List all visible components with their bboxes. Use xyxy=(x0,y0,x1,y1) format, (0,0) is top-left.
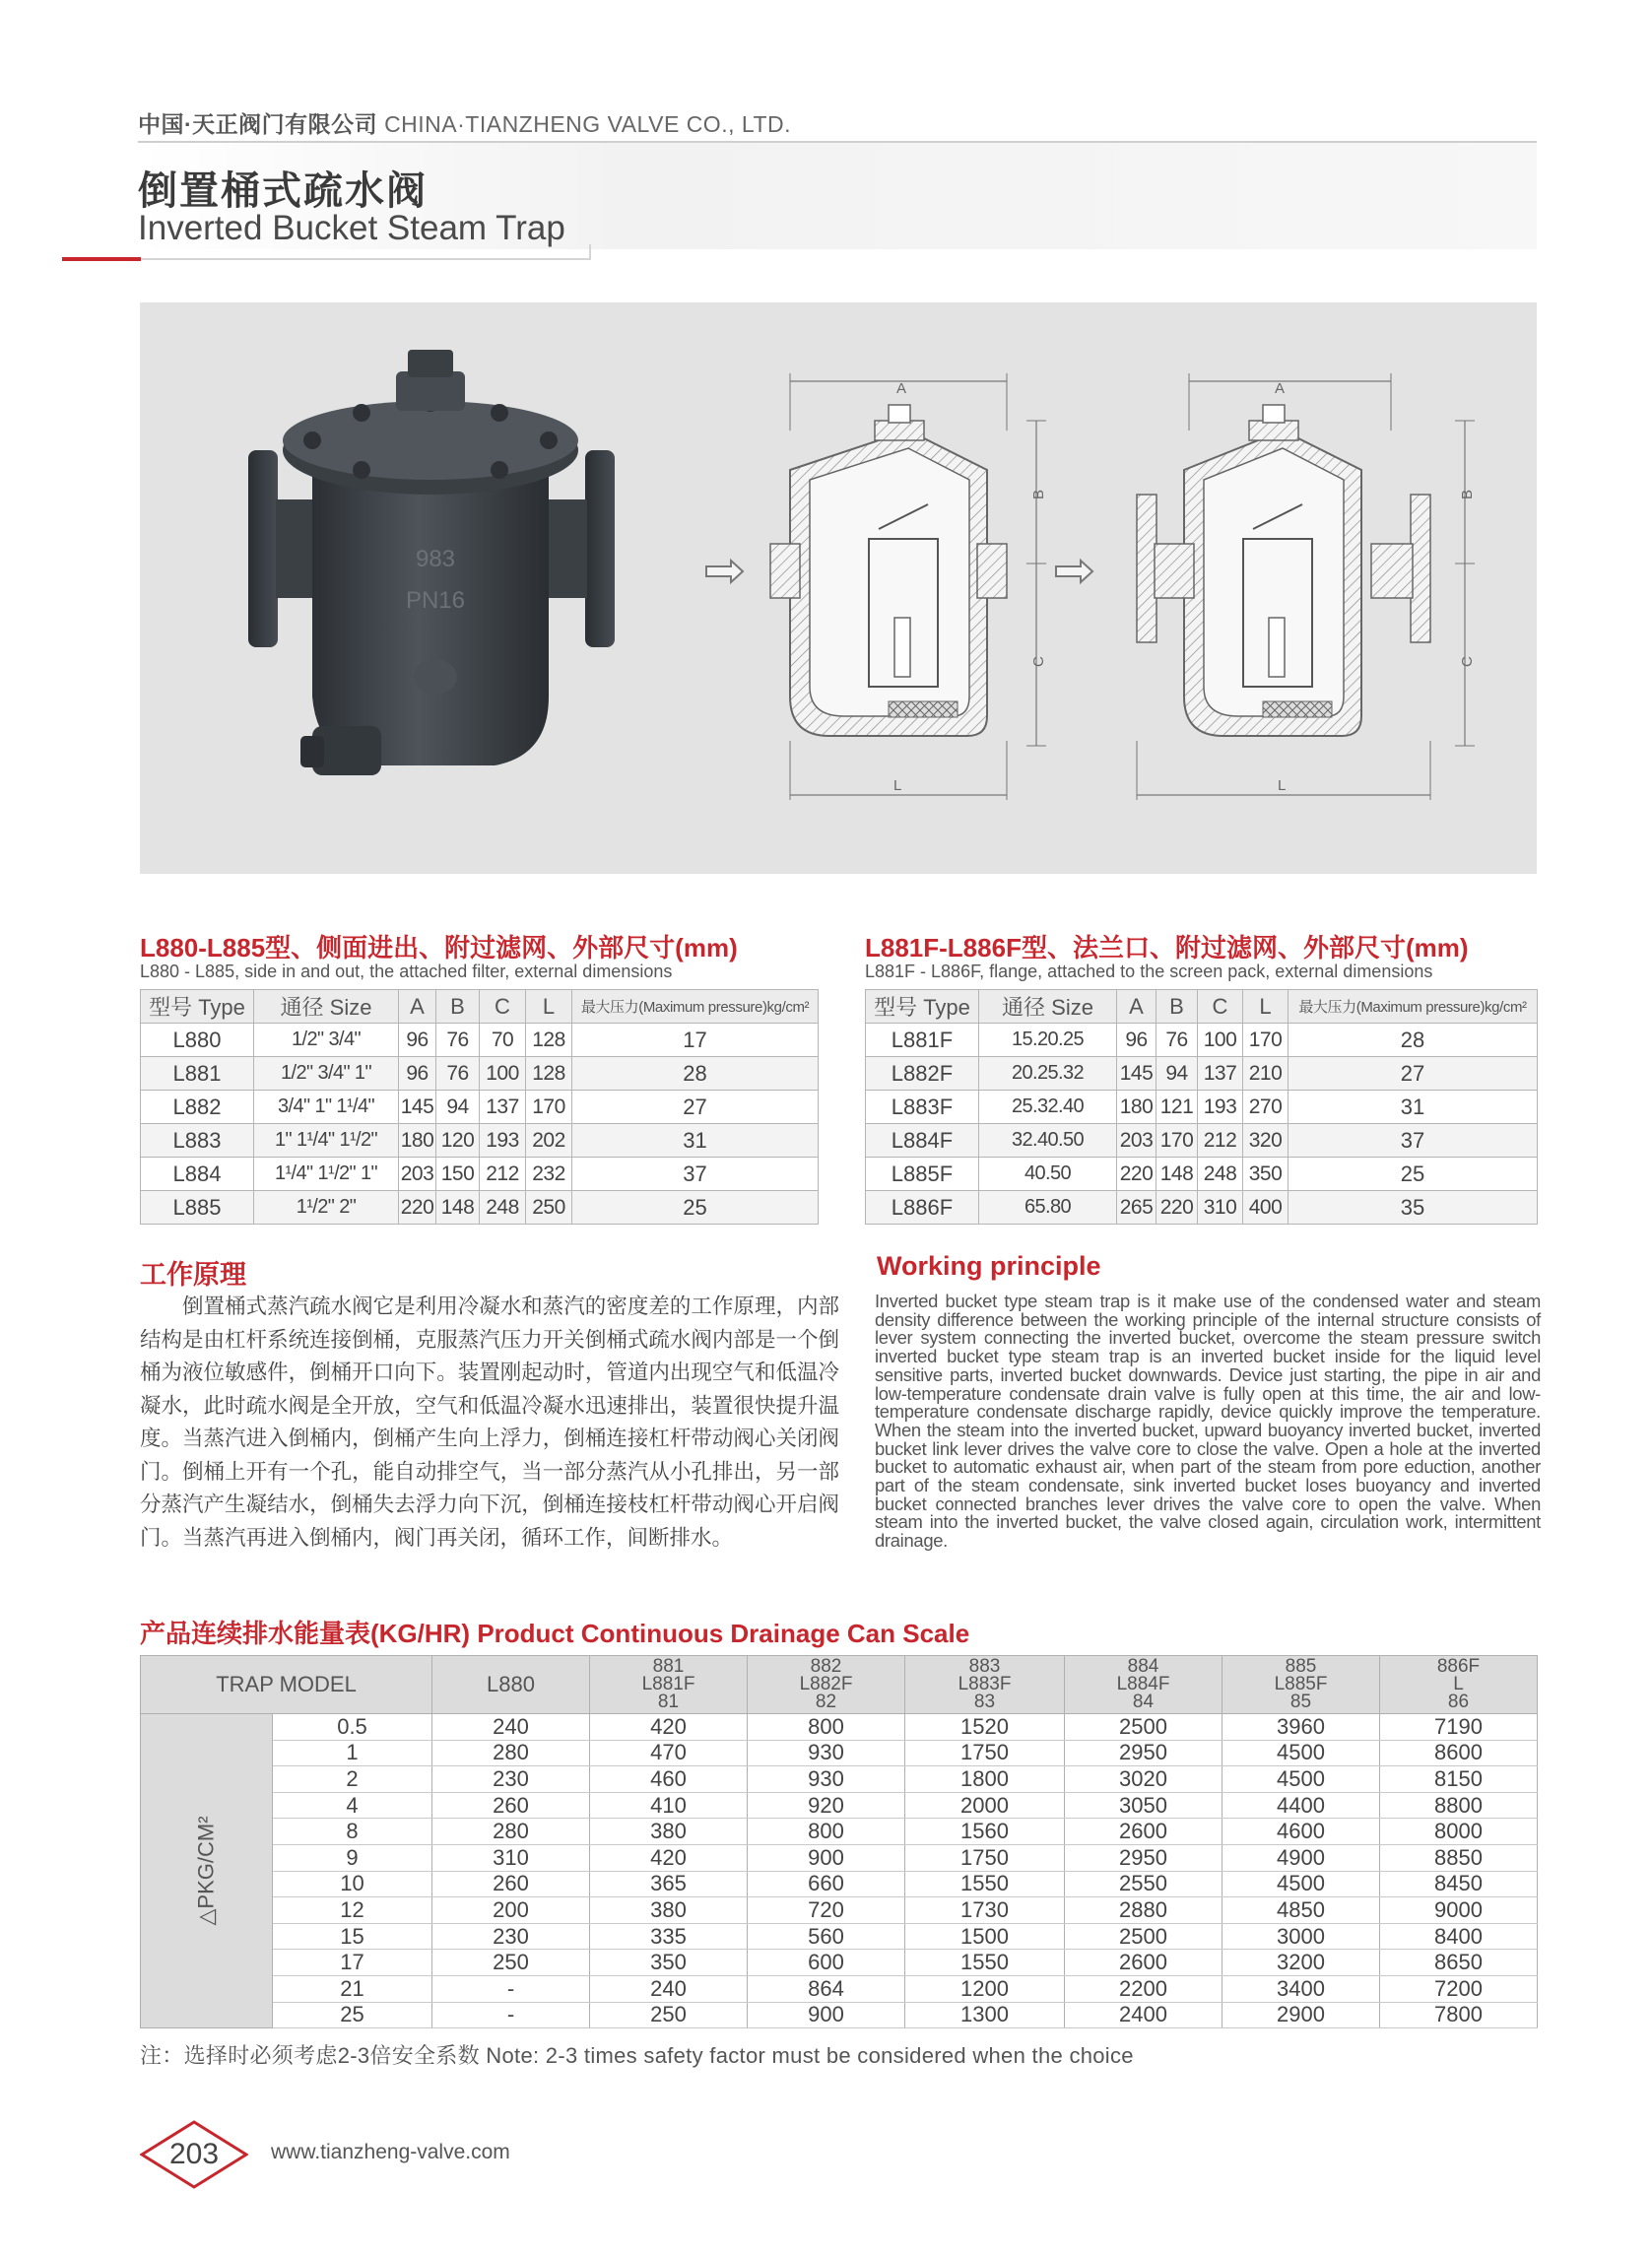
table-row xyxy=(141,1923,1538,1950)
table-row xyxy=(141,1897,1538,1924)
column-header: 型号 Type xyxy=(141,990,254,1024)
title-accent-rule xyxy=(62,257,141,261)
table-row xyxy=(141,1871,1538,1897)
table-row xyxy=(866,1158,1538,1191)
capacity-cell: 8600 xyxy=(1380,1740,1538,1766)
model-column-header xyxy=(590,1656,748,1714)
model-code: 886F xyxy=(1436,1656,1481,1677)
column-header: B xyxy=(1156,990,1198,1024)
table-cell: L884 xyxy=(141,1158,254,1191)
table-cell: 40.50 xyxy=(979,1158,1117,1191)
capacity-cell: 800 xyxy=(748,1819,905,1845)
table-cell: 137 xyxy=(480,1091,526,1124)
table-cell: 220 xyxy=(399,1191,436,1225)
capacity-cell: 3200 xyxy=(1222,1950,1380,1976)
model-code: 81 xyxy=(657,1692,680,1712)
table-row xyxy=(141,1819,1538,1845)
drainage-title-en: Product Continuous Drainage Can Scale xyxy=(477,1619,970,1648)
table-cell: L884F xyxy=(866,1124,979,1158)
pressure-cell: 0.5 xyxy=(273,1714,432,1741)
capacity-cell: - xyxy=(432,1975,590,2002)
table-cell: L885F xyxy=(866,1158,979,1191)
capacity-cell: 3960 xyxy=(1222,1714,1380,1741)
model-code: L882F xyxy=(799,1674,853,1694)
table-row xyxy=(141,1766,1538,1793)
table-cell: 148 xyxy=(436,1191,480,1225)
capacity-cell: 8150 xyxy=(1380,1766,1538,1793)
trap-model-header: TRAP MODEL xyxy=(141,1656,432,1714)
capacity-cell: 7200 xyxy=(1380,1975,1538,2002)
table-row xyxy=(866,1124,1538,1158)
table-header-row xyxy=(866,990,1538,1024)
model-column-header xyxy=(1380,1656,1538,1714)
capacity-cell: 470 xyxy=(590,1740,748,1766)
table-cell: 25 xyxy=(1289,1158,1538,1191)
capacity-cell: 420 xyxy=(590,1844,748,1871)
table-cell: 202 xyxy=(526,1124,572,1158)
table-cell: L881 xyxy=(141,1057,254,1091)
table-row xyxy=(141,1844,1538,1871)
table-row xyxy=(141,1091,819,1124)
valve-photo xyxy=(248,350,615,775)
pressure-unit-label: △PKG/CM² xyxy=(193,1816,219,1926)
flow-arrow-2 xyxy=(1056,561,1092,582)
table-cell: 193 xyxy=(1198,1091,1243,1124)
table-cell: 1/2" 3/4" xyxy=(254,1024,399,1057)
table-cell: 3/4" 1" 1¹/4" xyxy=(254,1091,399,1124)
drainage-capacity-table xyxy=(140,1655,1538,2028)
table-row xyxy=(866,1024,1538,1057)
capacity-cell: 1500 xyxy=(905,1923,1065,1950)
table-row xyxy=(141,1950,1538,1976)
table-row xyxy=(141,1975,1538,2002)
principle-title-cn: 工作原理 xyxy=(140,1260,246,1290)
table-cell: 128 xyxy=(526,1057,572,1091)
model-code: 86 xyxy=(1447,1692,1470,1712)
table-cell: 17 xyxy=(572,1024,819,1057)
table-row xyxy=(141,1024,819,1057)
capacity-cell: 3020 xyxy=(1065,1766,1222,1793)
capacity-cell: 8000 xyxy=(1380,1819,1538,1845)
table-cell: 37 xyxy=(572,1158,819,1191)
company-name xyxy=(138,106,791,139)
table-row xyxy=(141,1792,1538,1819)
model-column-header xyxy=(1065,1656,1222,1714)
capacity-cell: 2550 xyxy=(1065,1871,1222,1897)
body-mark-number: 983 xyxy=(415,546,456,572)
table-cell: 232 xyxy=(526,1158,572,1191)
capacity-cell: 250 xyxy=(432,1950,590,1976)
table-cell: 76 xyxy=(436,1024,480,1057)
capacity-cell: 1750 xyxy=(905,1844,1065,1871)
capacity-cell: 920 xyxy=(748,1792,905,1819)
title-underline xyxy=(141,258,591,260)
table-cell: 137 xyxy=(1198,1057,1243,1091)
table-right-subtitle: L881F - L886F, flange, attached to the screen pack, external dimensions xyxy=(865,962,1433,981)
capacity-cell: 200 xyxy=(432,1897,590,1924)
capacity-cell: 420 xyxy=(590,1714,748,1741)
table-cell: 96 xyxy=(399,1057,436,1091)
capacity-cell: 2950 xyxy=(1065,1844,1222,1871)
table-cell: 65.80 xyxy=(979,1191,1117,1225)
table-cell: 32.40.50 xyxy=(979,1124,1117,1158)
table-cell: 70 xyxy=(480,1024,526,1057)
capacity-cell: 310 xyxy=(432,1844,590,1871)
capacity-cell: 460 xyxy=(590,1766,748,1793)
column-header: L xyxy=(526,990,572,1024)
capacity-cell: 8850 xyxy=(1380,1844,1538,1871)
column-header: 最大压力(Maximum pressure)kg/cm² xyxy=(1289,990,1538,1024)
pressure-cell: 17 xyxy=(273,1950,432,1976)
table-cell: L881F xyxy=(866,1024,979,1057)
pressure-cell: 15 xyxy=(273,1923,432,1950)
table-cell: 170 xyxy=(1243,1024,1289,1057)
dim-a-label: A xyxy=(896,380,907,397)
table-cell: 170 xyxy=(1156,1124,1198,1158)
capacity-cell: - xyxy=(432,2002,590,2028)
capacity-cell: 560 xyxy=(748,1923,905,1950)
pressure-cell: 25 xyxy=(273,2002,432,2028)
table-cell: L883F xyxy=(866,1091,979,1124)
table-cell: 76 xyxy=(1156,1024,1198,1057)
capacity-cell: 800 xyxy=(748,1714,905,1741)
table-cell: L883 xyxy=(141,1124,254,1158)
model-code: 883 xyxy=(968,1656,1001,1677)
dimensions-table-flange xyxy=(865,989,1538,1225)
table-cell: 76 xyxy=(436,1057,480,1091)
capacity-cell: 380 xyxy=(590,1897,748,1924)
column-header: 型号 Type xyxy=(866,990,979,1024)
drainage-title xyxy=(140,1614,969,1650)
column-header: C xyxy=(480,990,526,1024)
page-title-en: Inverted Bucket Steam Trap xyxy=(138,209,565,247)
model-code: L884F xyxy=(1116,1674,1170,1694)
dim-c-label: C xyxy=(1030,656,1047,667)
table-cell: 220 xyxy=(1156,1191,1198,1225)
capacity-cell: 230 xyxy=(432,1766,590,1793)
model-code: 885 xyxy=(1285,1656,1317,1677)
table-cell: 400 xyxy=(1243,1191,1289,1225)
model-code: 82 xyxy=(815,1692,837,1712)
pressure-cell: 12 xyxy=(273,1897,432,1924)
table-cell: 248 xyxy=(480,1191,526,1225)
capacity-cell: 9000 xyxy=(1380,1897,1538,1924)
column-header: A xyxy=(399,990,436,1024)
model-code: 882 xyxy=(810,1656,842,1677)
capacity-cell: 410 xyxy=(590,1792,748,1819)
table-cell: 145 xyxy=(399,1091,436,1124)
capacity-cell: 900 xyxy=(748,1844,905,1871)
column-header: 通径 Size xyxy=(979,990,1117,1024)
capacity-cell: 4500 xyxy=(1222,1766,1380,1793)
table-cell: 94 xyxy=(436,1091,480,1124)
dim-b-label: B xyxy=(1030,489,1047,499)
table-cell: L885 xyxy=(141,1191,254,1225)
safety-note: 注：选择时必须考虑2-3倍安全系数 Note: 2-3 times safety factor must be considered when the choice xyxy=(140,2043,1134,2068)
table-cell: 128 xyxy=(526,1024,572,1057)
capacity-cell: 1800 xyxy=(905,1766,1065,1793)
table-cell: 94 xyxy=(1156,1057,1198,1091)
column-header: 通径 Size xyxy=(254,990,399,1024)
capacity-cell: 335 xyxy=(590,1923,748,1950)
table-cell: 100 xyxy=(1198,1024,1243,1057)
dim-l-label-2: L xyxy=(1278,777,1287,794)
capacity-cell: 1550 xyxy=(905,1871,1065,1897)
capacity-cell: 1750 xyxy=(905,1740,1065,1766)
capacity-cell: 250 xyxy=(590,2002,748,2028)
principle-text-cn: 倒置桶式蒸汽疏水阀它是利用冷凝水和蒸汽的密度差的工作原理，内部结构是由杠杆系统连接倒桶，克服蒸汽压力开关倒桶式疏水阀内部是一个倒桶为液位敏感件，倒桶开口向下。装置刚起动时，管道内出现空气和低温冷凝水，此时疏水阀是全开放，空气和低温冷凝水迅速排出，装置很快提升温度。当蒸汽进入倒桶内，倒桶产生向上浮力，倒桶连接杠杆带动阀心关闭阀门。倒桶上开有一个孔，能自动排空气，当一部分蒸汽从小孔排出，另一部分蒸汽产生凝结水，倒桶失去浮力向下沉，倒桶连接枝杠杆带动阀心开启阀门。当蒸汽再进入倒桶内，阀门再关闭，循环工作，间断排水。 xyxy=(140,1294,839,1550)
section-drawing-flange xyxy=(1137,373,1476,800)
table-row xyxy=(141,1124,819,1158)
capacity-cell: 2900 xyxy=(1222,2002,1380,2028)
capacity-cell: 2600 xyxy=(1065,1819,1222,1845)
table-cell: 27 xyxy=(572,1091,819,1124)
table-cell: 203 xyxy=(1117,1124,1156,1158)
capacity-cell: 8400 xyxy=(1380,1923,1538,1950)
table-row xyxy=(141,1057,819,1091)
capacity-cell: 2500 xyxy=(1065,1923,1222,1950)
dim-l-label: L xyxy=(893,777,902,794)
capacity-cell: 4900 xyxy=(1222,1844,1380,1871)
capacity-cell: 7190 xyxy=(1380,1714,1538,1741)
table-cell: 310 xyxy=(1198,1191,1243,1225)
model-code: L xyxy=(1453,1674,1464,1694)
capacity-cell: 3400 xyxy=(1222,1975,1380,2002)
model-code: 881 xyxy=(652,1656,685,1677)
capacity-cell: 240 xyxy=(590,1975,748,2002)
table-cell: 212 xyxy=(1198,1124,1243,1158)
capacity-cell: 2880 xyxy=(1065,1897,1222,1924)
capacity-cell: 600 xyxy=(748,1950,905,1976)
column-header: B xyxy=(436,990,480,1024)
table-cell: 145 xyxy=(1117,1057,1156,1091)
table-cell: 28 xyxy=(1289,1024,1538,1057)
capacity-cell: 280 xyxy=(432,1819,590,1845)
capacity-cell: 3000 xyxy=(1222,1923,1380,1950)
capacity-cell: 4500 xyxy=(1222,1871,1380,1897)
capacity-cell: 1550 xyxy=(905,1950,1065,1976)
capacity-cell: 350 xyxy=(590,1950,748,1976)
capacity-cell: 1520 xyxy=(905,1714,1065,1741)
capacity-cell: 4850 xyxy=(1222,1897,1380,1924)
capacity-cell: 8450 xyxy=(1380,1871,1538,1897)
capacity-cell: 4400 xyxy=(1222,1792,1380,1819)
table-cell: 1¹/4" 1¹/2" 1" xyxy=(254,1158,399,1191)
table-cell: 270 xyxy=(1243,1091,1289,1124)
capacity-cell: 2600 xyxy=(1065,1950,1222,1976)
table-cell: 320 xyxy=(1243,1124,1289,1158)
company-name-en: CHINA·TIANZHENG VALVE CO., LTD. xyxy=(384,111,791,137)
model-column-header xyxy=(1222,1656,1380,1714)
table-cell: 212 xyxy=(480,1158,526,1191)
capacity-cell: 2950 xyxy=(1065,1740,1222,1766)
capacity-cell: 8800 xyxy=(1380,1792,1538,1819)
capacity-cell: 7800 xyxy=(1380,2002,1538,2028)
table-cell: 121 xyxy=(1156,1091,1198,1124)
table-cell: 248 xyxy=(1198,1158,1243,1191)
table-cell: 1" 1¹/4" 1¹/2" xyxy=(254,1124,399,1158)
product-figure-panel xyxy=(140,302,1537,874)
pressure-cell: 1 xyxy=(273,1740,432,1766)
table-cell: 15.20.25 xyxy=(979,1024,1117,1057)
capacity-cell: 930 xyxy=(748,1740,905,1766)
table-row xyxy=(141,2002,1538,2028)
column-header: C xyxy=(1198,990,1243,1024)
capacity-cell: 2000 xyxy=(905,1792,1065,1819)
section-drawing-side xyxy=(770,373,1047,800)
pressure-cell: 8 xyxy=(273,1819,432,1845)
column-header: A xyxy=(1117,990,1156,1024)
table-cell: 27 xyxy=(1289,1057,1538,1091)
capacity-cell: 1730 xyxy=(905,1897,1065,1924)
table-cell: 96 xyxy=(1117,1024,1156,1057)
model-column-header xyxy=(748,1656,905,1714)
table-cell: 31 xyxy=(1289,1091,1538,1124)
pressure-cell: 2 xyxy=(273,1766,432,1793)
table-cell: L882 xyxy=(141,1091,254,1124)
capacity-cell: 2200 xyxy=(1065,1975,1222,2002)
company-name-cn: 中国·天正阀门有限公司 xyxy=(138,111,378,137)
table-cell: L882F xyxy=(866,1057,979,1091)
model-column-header xyxy=(905,1656,1065,1714)
pressure-cell: 10 xyxy=(273,1871,432,1897)
page-title-cn: 倒置桶式疏水阀 xyxy=(138,169,428,213)
table-cell: 120 xyxy=(436,1124,480,1158)
capacity-cell: 660 xyxy=(748,1871,905,1897)
capacity-cell: 2500 xyxy=(1065,1714,1222,1741)
capacity-cell: 260 xyxy=(432,1871,590,1897)
table-cell: L886F xyxy=(866,1191,979,1225)
table-cell: 100 xyxy=(480,1057,526,1091)
table-cell: 35 xyxy=(1289,1191,1538,1225)
table-cell: 193 xyxy=(480,1124,526,1158)
table-cell: 220 xyxy=(1117,1158,1156,1191)
table-cell: 20.25.32 xyxy=(979,1057,1117,1091)
capacity-cell: 260 xyxy=(432,1792,590,1819)
page-number: 203 xyxy=(168,2138,220,2170)
capacity-cell: 900 xyxy=(748,2002,905,2028)
table-left-title: L880-L885型、侧面进出、附过滤网、外部尺寸(mm) xyxy=(140,933,738,963)
table-row xyxy=(141,1740,1538,1766)
table-left-subtitle: L880 - L885, side in and out, the attached filter, external dimensions xyxy=(140,962,673,981)
capacity-cell: 1300 xyxy=(905,2002,1065,2028)
title-underline-tick xyxy=(589,244,591,260)
capacity-cell: 380 xyxy=(590,1819,748,1845)
table-cell: 25 xyxy=(572,1191,819,1225)
capacity-cell: 1200 xyxy=(905,1975,1065,2002)
table-cell: 1¹/2" 2" xyxy=(254,1191,399,1225)
dimensions-table-side xyxy=(140,989,819,1225)
website-url: www.tianzheng-valve.com xyxy=(271,2141,510,2163)
model-code: 884 xyxy=(1127,1656,1159,1677)
model-code: 83 xyxy=(973,1692,996,1712)
column-header: 最大压力(Maximum pressure)kg/cm² xyxy=(572,990,819,1024)
flow-arrow-1 xyxy=(706,561,743,582)
table-cell: 250 xyxy=(526,1191,572,1225)
capacity-cell: 365 xyxy=(590,1871,748,1897)
capacity-cell: 2400 xyxy=(1065,2002,1222,2028)
principle-title-en: Working principle xyxy=(877,1251,1101,1281)
table-cell: 28 xyxy=(572,1057,819,1091)
table-cell: 25.32.40 xyxy=(979,1091,1117,1124)
capacity-cell: 3050 xyxy=(1065,1792,1222,1819)
capacity-cell: 4600 xyxy=(1222,1819,1380,1845)
table-cell: 148 xyxy=(1156,1158,1198,1191)
table-right-title: L881F-L886F型、法兰口、附过滤网、外部尺寸(mm) xyxy=(865,933,1469,963)
model-column-header: L880 xyxy=(432,1656,590,1714)
drainage-header-row xyxy=(141,1656,1538,1714)
table-cell: 37 xyxy=(1289,1124,1538,1158)
pressure-cell: 21 xyxy=(273,1975,432,2002)
capacity-cell: 930 xyxy=(748,1766,905,1793)
capacity-cell: 8650 xyxy=(1380,1950,1538,1976)
capacity-cell: 864 xyxy=(748,1975,905,2002)
principle-text-en: Inverted bucket type steam trap is it make use of the condensed water and steam density difference between the working principle of the internal structure consists of lever system connecting the inverted bucket, overcome the steam pressure switch inverted bucket type steam trap is an inverted bucket inside for the liquid level sensitive parts, inverted bucket downwards. Device just starting, the pipe in air and low-temperature condensate drain valve is fully open at this time, the air and low-temperature condensate discharge rapidly, device quickly improve the temperature. When the steam into the inverted bucket, upward buoyancy inverted bucket, inverted bucket link lever drives the valve core to close the valve. Open a hole at the inverted bucket to automatic exhaust air, when part of the steam from pore eduction, another part of the steam condensate, sink inverted bucket loses buoyancy and inverted bucket connected branches lever drives the valve core to open the valve. When steam into the inverted bucket, the valve closed again, circulation work, intermittent drainage. xyxy=(875,1291,1541,1552)
capacity-cell: 230 xyxy=(432,1923,590,1950)
table-row xyxy=(866,1091,1538,1124)
body-mark-pressure: PN16 xyxy=(405,587,466,614)
table-row xyxy=(141,1158,819,1191)
table-row xyxy=(141,1714,1538,1741)
table-row xyxy=(141,1191,819,1225)
model-code: L883F xyxy=(958,1674,1012,1694)
table-cell: 180 xyxy=(399,1124,436,1158)
model-code: 85 xyxy=(1289,1692,1312,1712)
pressure-cell: 4 xyxy=(273,1792,432,1819)
table-cell: 265 xyxy=(1117,1191,1156,1225)
table-row xyxy=(866,1057,1538,1091)
product-figure xyxy=(140,302,1537,874)
table-cell: L880 xyxy=(141,1024,254,1057)
drainage-title-cn: 产品连续排水能量表(KG/HR) xyxy=(140,1619,471,1648)
table-header-row xyxy=(141,990,819,1024)
model-code: L885F xyxy=(1274,1674,1328,1694)
capacity-cell: 720 xyxy=(748,1897,905,1924)
column-header: L xyxy=(1243,990,1289,1024)
table-cell: 210 xyxy=(1243,1057,1289,1091)
capacity-cell: 1560 xyxy=(905,1819,1065,1845)
pressure-unit-cell xyxy=(141,1714,273,2028)
table-cell: 170 xyxy=(526,1091,572,1124)
capacity-cell: 280 xyxy=(432,1740,590,1766)
table-cell: 203 xyxy=(399,1158,436,1191)
table-cell: 180 xyxy=(1117,1091,1156,1124)
table-cell: 31 xyxy=(572,1124,819,1158)
dim-a-label-2: A xyxy=(1275,380,1286,397)
table-cell: 1/2" 3/4" 1" xyxy=(254,1057,399,1091)
table-cell: 96 xyxy=(399,1024,436,1057)
pressure-cell: 9 xyxy=(273,1844,432,1871)
table-row xyxy=(866,1191,1538,1225)
capacity-cell: 240 xyxy=(432,1714,590,1741)
table-cell: 350 xyxy=(1243,1158,1289,1191)
table-cell: 150 xyxy=(436,1158,480,1191)
capacity-cell: 4500 xyxy=(1222,1740,1380,1766)
dim-b-label-2: B xyxy=(1459,489,1476,499)
dim-c-label-2: C xyxy=(1459,656,1476,667)
model-code: 84 xyxy=(1132,1692,1155,1712)
model-code: L881F xyxy=(641,1674,695,1694)
